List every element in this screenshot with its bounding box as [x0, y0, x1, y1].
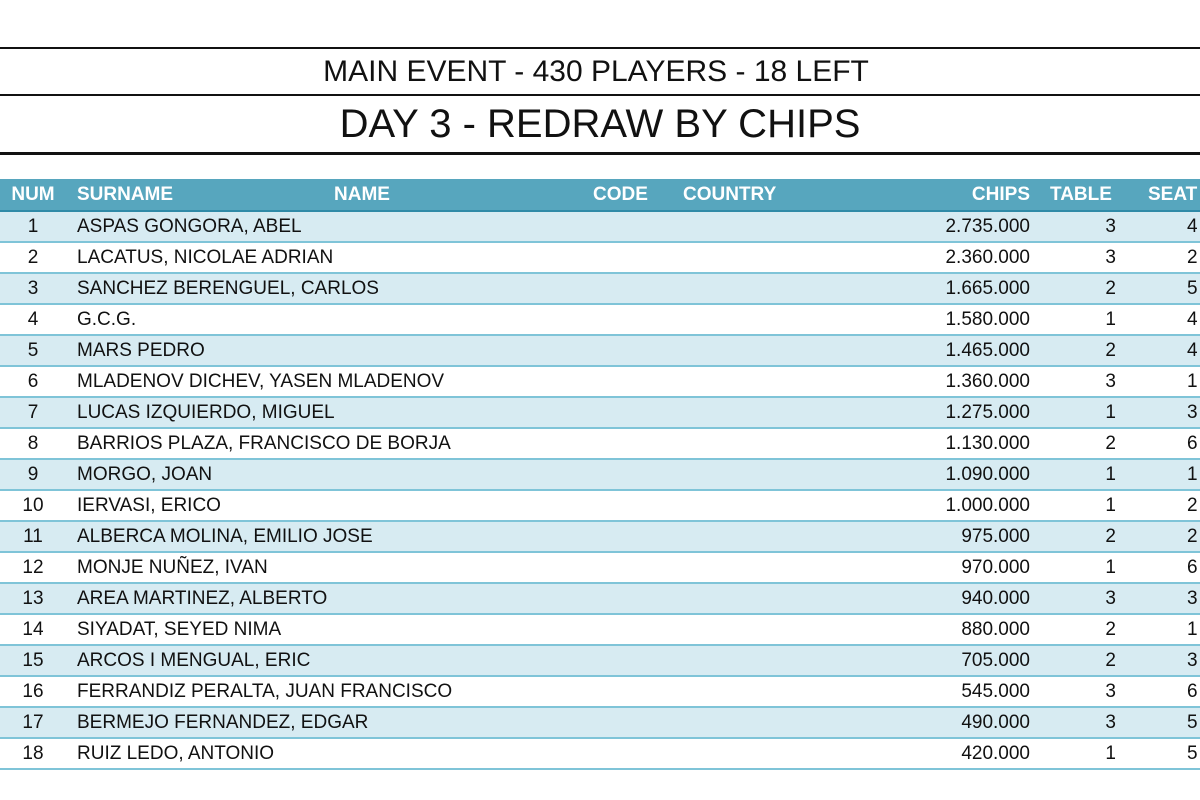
top-divider	[0, 47, 1200, 49]
row-num: 15	[22, 650, 44, 671]
row-seat: 4	[1187, 340, 1198, 361]
table-row	[0, 367, 1200, 398]
row-chips: 420.000	[961, 743, 1030, 764]
row-num: 13	[22, 588, 44, 609]
row-seat: 1	[1187, 464, 1198, 485]
row-chips: 1.580.000	[945, 309, 1030, 330]
table-row	[0, 646, 1200, 677]
row-num: 2	[27, 247, 39, 268]
table-row	[0, 553, 1200, 584]
row-seat: 4	[1187, 216, 1198, 237]
table-body	[0, 212, 1200, 770]
row-chips: 940.000	[961, 588, 1030, 609]
row-table: 3	[1105, 588, 1116, 609]
row-chips: 1.000.000	[945, 495, 1030, 516]
row-player: G.C.G.	[77, 309, 137, 330]
players-table	[0, 179, 1200, 770]
row-table: 1	[1105, 743, 1116, 764]
header-name: NAME	[334, 184, 390, 205]
row-chips: 975.000	[961, 526, 1030, 547]
row-player: AREA MARTINEZ, ALBERTO	[77, 588, 328, 609]
table-row	[0, 491, 1200, 522]
row-num: 10	[22, 495, 44, 516]
row-table: 2	[1105, 650, 1116, 671]
row-player: FERRANDIZ PERALTA, JUAN FRANCISCO	[77, 681, 453, 702]
row-table: 1	[1105, 495, 1116, 516]
row-num: 16	[22, 681, 44, 702]
table-row	[0, 274, 1200, 305]
row-num: 12	[22, 557, 44, 578]
row-player: BARRIOS PLAZA, FRANCISCO DE BORJA	[77, 433, 451, 454]
row-chips: 1.090.000	[945, 464, 1030, 485]
row-table: 1	[1105, 557, 1116, 578]
bottom-divider	[0, 152, 1200, 155]
row-seat: 6	[1187, 557, 1198, 578]
table-row	[0, 243, 1200, 274]
row-chips: 1.465.000	[945, 340, 1030, 361]
row-player: MARS PEDRO	[77, 340, 205, 361]
table-row	[0, 615, 1200, 646]
header-chips: CHIPS	[971, 184, 1030, 205]
row-table: 1	[1105, 464, 1116, 485]
row-table: 1	[1105, 309, 1116, 330]
row-chips: 2.360.000	[945, 247, 1030, 268]
row-num: 11	[23, 526, 43, 547]
row-seat: 2	[1187, 495, 1198, 516]
table-row	[0, 677, 1200, 708]
header-country: COUNTRY	[683, 184, 777, 205]
row-table: 3	[1105, 681, 1116, 702]
header-code: CODE	[593, 184, 648, 205]
row-table: 3	[1105, 216, 1116, 237]
row-player: MLADENOV DICHEV, YASEN MLADENOV	[77, 371, 445, 392]
table-row	[0, 460, 1200, 491]
table-row	[0, 739, 1200, 770]
header-table: TABLE	[1050, 184, 1112, 205]
row-num: 14	[22, 619, 44, 640]
row-num: 3	[27, 278, 39, 299]
row-seat: 6	[1187, 681, 1198, 702]
row-num: 18	[22, 743, 44, 764]
row-player: BERMEJO FERNANDEZ, EDGAR	[77, 712, 369, 733]
row-table: 2	[1105, 526, 1116, 547]
row-seat: 5	[1187, 743, 1198, 764]
row-seat: 5	[1187, 712, 1198, 733]
row-seat: 6	[1187, 433, 1198, 454]
row-table: 2	[1105, 340, 1116, 361]
header-surname: SURNAME	[77, 184, 174, 205]
row-num: 17	[22, 712, 44, 733]
row-seat: 4	[1187, 309, 1198, 330]
row-seat: 1	[1187, 371, 1198, 392]
row-player: SANCHEZ BERENGUEL, CARLOS	[77, 278, 379, 299]
row-player: MORGO, JOAN	[77, 464, 213, 485]
row-player: ALBERCA MOLINA, EMILIO JOSE	[77, 526, 373, 547]
row-num: 4	[27, 309, 39, 330]
table-row	[0, 212, 1200, 243]
page-title: DAY 3 - REDRAW BY CHIPS	[339, 102, 861, 146]
row-chips: 2.735.000	[945, 216, 1030, 237]
row-seat: 2	[1187, 526, 1198, 547]
header-seat: SEAT	[1148, 184, 1198, 205]
row-seat: 5	[1187, 278, 1198, 299]
table-row	[0, 429, 1200, 460]
row-player: IERVASI, ERICO	[77, 495, 221, 516]
row-table: 3	[1105, 371, 1116, 392]
row-player: LACATUS, NICOLAE ADRIAN	[77, 247, 334, 268]
row-chips: 545.000	[961, 681, 1030, 702]
row-player: ARCOS I MENGUAL, ERIC	[77, 650, 311, 671]
row-player: LUCAS IZQUIERDO, MIGUEL	[77, 402, 335, 423]
row-player: ASPAS GONGORA, ABEL	[77, 216, 302, 237]
table-row	[0, 398, 1200, 429]
row-chips: 1.360.000	[945, 371, 1030, 392]
header-num: NUM	[11, 184, 55, 205]
row-seat: 2	[1187, 247, 1198, 268]
middle-divider	[0, 94, 1200, 96]
row-table: 2	[1105, 278, 1116, 299]
row-num: 6	[27, 371, 39, 392]
table-row	[0, 584, 1200, 615]
row-player: SIYADAT, SEYED NIMA	[77, 619, 282, 640]
row-num: 5	[27, 340, 39, 361]
row-chips: 880.000	[961, 619, 1030, 640]
table-row	[0, 708, 1200, 739]
event-subtitle: MAIN EVENT - 430 PLAYERS - 18 LEFT	[323, 55, 869, 88]
table-row	[0, 305, 1200, 336]
table-row	[0, 522, 1200, 553]
row-table: 1	[1105, 402, 1116, 423]
row-chips: 490.000	[961, 712, 1030, 733]
row-table: 3	[1105, 712, 1116, 733]
row-seat: 3	[1187, 402, 1198, 423]
row-chips: 1.275.000	[945, 402, 1030, 423]
row-chips: 1.665.000	[945, 278, 1030, 299]
row-table: 2	[1105, 433, 1116, 454]
row-player: RUIZ LEDO, ANTONIO	[77, 743, 275, 764]
row-player: MONJE NUÑEZ, IVAN	[77, 557, 268, 578]
row-num: 8	[27, 433, 39, 454]
row-chips: 705.000	[961, 650, 1030, 671]
row-table: 2	[1105, 619, 1116, 640]
row-seat: 3	[1187, 650, 1198, 671]
row-seat: 1	[1187, 619, 1198, 640]
row-chips: 970.000	[961, 557, 1030, 578]
row-num: 9	[27, 464, 39, 485]
row-num: 7	[27, 402, 39, 423]
table-row	[0, 336, 1200, 367]
row-seat: 3	[1187, 588, 1198, 609]
row-num: 1	[27, 216, 39, 237]
row-chips: 1.130.000	[945, 433, 1030, 454]
table-header	[0, 179, 1200, 212]
row-table: 3	[1105, 247, 1116, 268]
